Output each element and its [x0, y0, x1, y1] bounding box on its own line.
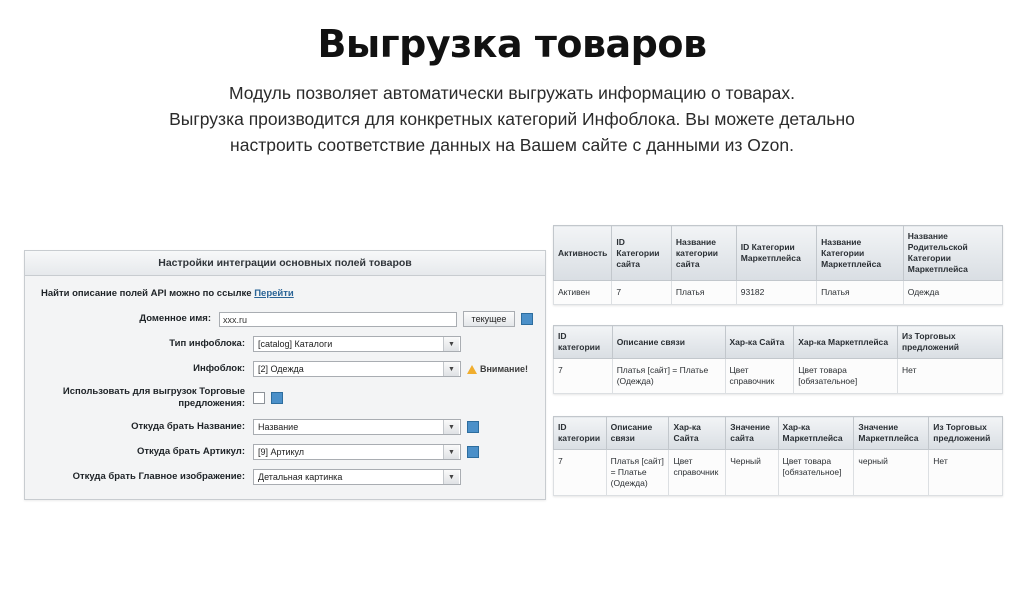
- cell-mp-prop: Цвет товара [обязательное]: [794, 359, 898, 394]
- help-icon[interactable]: [467, 446, 479, 458]
- cell-from-offers: Нет: [897, 359, 1002, 394]
- cell-site-cat-name: Платья: [671, 281, 736, 305]
- col-cat-id: ID категории: [554, 326, 613, 359]
- categories-table: [553, 225, 1003, 305]
- article-src-select[interactable]: [253, 444, 461, 460]
- subtitle-line-1: Модуль позволяет автоматически выгружать информацию о товарах.: [228, 83, 796, 103]
- settings-panel-header: Настройки интеграции основных полей товаров: [25, 251, 545, 276]
- col-activity: Активность: [554, 226, 612, 281]
- table-header-row: [554, 417, 1003, 450]
- iblock-warning: [467, 364, 528, 374]
- field-row-iblock-type: [37, 336, 533, 352]
- table-row[interactable]: [554, 450, 1003, 496]
- iblock-type-value: [catalog] Каталоги: [258, 339, 333, 349]
- col-mp-prop: Хар-ка Маркетплейса: [778, 417, 854, 450]
- iblock-warning-text: Внимание!: [480, 364, 528, 374]
- cell-from-offers: Нет: [929, 450, 1003, 496]
- col-link-desc: Описание связи: [612, 326, 725, 359]
- domain-input[interactable]: xxx.ru: [219, 312, 457, 327]
- col-mp-prop: Хар-ка Маркетплейса: [794, 326, 898, 359]
- page-title: Выгрузка товаров: [317, 22, 707, 66]
- cell-mp-prop: Цвет товара [обязательное]: [778, 450, 854, 496]
- chevron-down-icon: ▼: [443, 337, 459, 351]
- iblock-value: [2] Одежда: [258, 364, 304, 374]
- iblock-label: Инфоблок:: [193, 363, 245, 374]
- cell-mp-value: черный: [854, 450, 929, 496]
- chevron-down-icon: ▼: [443, 470, 459, 484]
- help-icon[interactable]: [521, 313, 533, 325]
- cell-link-desc: Платья [сайт] = Платье (Одежда): [606, 450, 669, 496]
- page-subtitle: [60, 80, 964, 158]
- col-site-value: Значение сайта: [726, 417, 778, 450]
- props-table-wrap: [553, 325, 1003, 394]
- name-src-label: Откуда брать Название:: [131, 421, 245, 432]
- warning-icon: [467, 365, 477, 374]
- name-src-select[interactable]: [253, 419, 461, 435]
- col-mp-cat-name: Название Категории Маркетплейса: [817, 226, 904, 281]
- cell-activity: Активен: [554, 281, 612, 305]
- cell-mp-parent-cat-name: Одежда: [903, 281, 1002, 305]
- field-row-name-src: [37, 419, 533, 435]
- cell-cat-id: 7: [554, 359, 613, 394]
- col-mp-value: Значение Маркетплейса: [854, 417, 929, 450]
- table-row[interactable]: [554, 281, 1003, 305]
- props-table: [553, 325, 1003, 394]
- article-src-value: [9] Артикул: [258, 447, 305, 457]
- col-cat-id: ID категории: [554, 417, 607, 450]
- table-header-row: [554, 226, 1003, 281]
- chevron-down-icon: ▼: [443, 362, 459, 376]
- cell-link-desc: Платья [сайт] = Платье (Одежда): [612, 359, 725, 394]
- col-from-offers: Из Торговых предложений: [929, 417, 1003, 450]
- values-table-wrap: [553, 416, 1003, 496]
- col-mp-parent-cat-name: Название Родительской Категории Маркетплейса: [903, 226, 1002, 281]
- cell-cat-id: 7: [554, 450, 607, 496]
- col-link-desc: Описание связи: [606, 417, 669, 450]
- iblock-select[interactable]: [253, 361, 461, 377]
- cell-mp-cat-id: 93182: [736, 281, 816, 305]
- name-src-value: Название: [258, 422, 299, 432]
- col-site-cat-id: ID Категории сайта: [612, 226, 672, 281]
- table-row[interactable]: [554, 359, 1003, 394]
- domain-label: Доменное имя:: [139, 313, 211, 324]
- api-note-text: Найти описание полей API можно по ссылке: [41, 288, 252, 299]
- field-row-domain: [37, 311, 533, 327]
- cell-site-value: Черный: [726, 450, 778, 496]
- iblock-type-select[interactable]: [253, 336, 461, 352]
- field-row-offers: [37, 386, 533, 410]
- subtitle-line-2: Выгрузка производится для конкретных категорий Инфоблока. Вы можете детально: [169, 109, 855, 129]
- cell-mp-cat-name: Платья: [817, 281, 904, 305]
- subtitle-line-3: настроить соответствие данных на Вашем сайте с данными из Ozon.: [230, 135, 794, 155]
- image-src-value: Детальная картинка: [258, 472, 343, 482]
- field-row-image-src: [37, 469, 533, 485]
- offers-label: Использовать для выгрузок Торговые предложения:: [62, 386, 245, 409]
- current-domain-button[interactable]: текущее: [463, 311, 515, 327]
- col-site-prop: Хар-ка Сайта: [669, 417, 726, 450]
- article-src-label: Откуда брать Артикул:: [136, 446, 245, 457]
- iblock-type-label: Тип инфоблока:: [169, 338, 245, 349]
- help-icon[interactable]: [467, 421, 479, 433]
- chevron-down-icon: ▼: [443, 420, 459, 434]
- field-row-iblock: [37, 361, 533, 377]
- cell-site-cat-id: 7: [612, 281, 672, 305]
- help-icon[interactable]: [271, 392, 283, 404]
- col-mp-cat-id: ID Категории Маркетплейса: [736, 226, 816, 281]
- field-row-article-src: [37, 444, 533, 460]
- table-header-row: [554, 326, 1003, 359]
- col-site-prop: Хар-ка Сайта: [725, 326, 794, 359]
- col-from-offers: Из Торговых предложений: [897, 326, 1002, 359]
- chevron-down-icon: ▼: [443, 445, 459, 459]
- settings-panel: [24, 250, 546, 500]
- image-src-label: Откуда брать Главное изображение:: [72, 471, 245, 482]
- image-src-select[interactable]: [253, 469, 461, 485]
- values-table: [553, 416, 1003, 496]
- cell-site-prop: Цвет справочник: [725, 359, 794, 394]
- api-docs-link[interactable]: Перейти: [254, 288, 294, 299]
- offers-checkbox[interactable]: [253, 392, 265, 404]
- cell-site-prop: Цвет справочник: [669, 450, 726, 496]
- api-note: [41, 288, 533, 299]
- categories-table-wrap: [553, 225, 1003, 305]
- col-site-cat-name: Название категории сайта: [671, 226, 736, 281]
